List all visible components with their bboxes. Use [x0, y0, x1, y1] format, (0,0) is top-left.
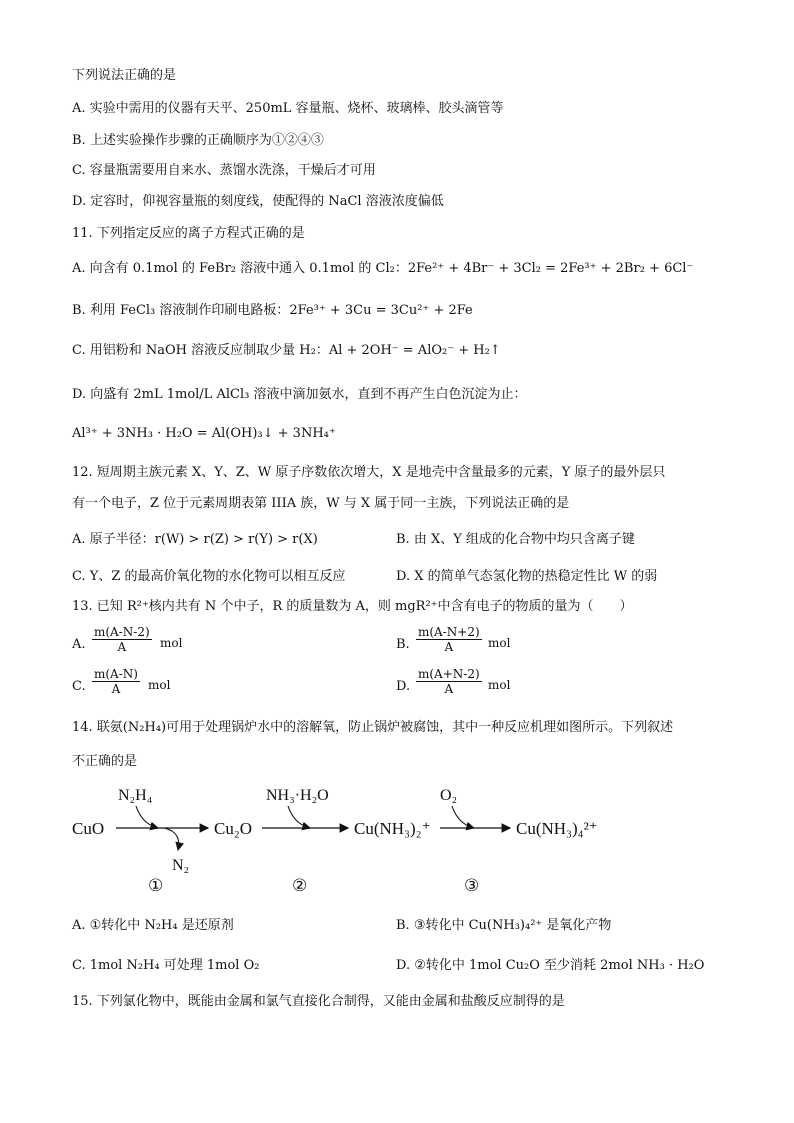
q11-option-d: D. 向盛有 2mL 1mol/L AlCl₃ 溶液中滴加氨水，直到不再产生白色沉淀为止： — [72, 387, 527, 402]
species-cu-nh3-4: Cu(NH₃)₄²⁺ — [516, 819, 598, 838]
species-cu-nh3-2: Cu(NH₃)₂⁺ — [354, 819, 431, 838]
q10-option-b: B. 上述实验操作步骤的正确顺序为①②④③ — [72, 133, 324, 148]
q13-c-numerator: m(A-N) — [94, 667, 138, 681]
q11-option-b: B. 利用 FeCl₃ 溶液制作印刷电路板：2Fe³⁺ + 3Cu = 3Cu²⁺ + 2Fe — [72, 303, 473, 318]
q13-b-denominator: A — [444, 640, 454, 654]
q13-d-numerator: m(A+N-2) — [418, 667, 480, 681]
q13-d-denominator: A — [444, 682, 454, 696]
q12-option-b: B. 由 X、Y 组成的化合物中均只含离子键 — [396, 532, 635, 547]
q13-b-numerator: m(A-N+2) — [418, 625, 480, 639]
reactant-nh3-h2o: NH₃·H₂O — [266, 787, 329, 804]
species-cuo: CuO — [72, 819, 105, 838]
q13-d-unit: mol — [488, 678, 511, 692]
q13-option-b-fraction — [416, 625, 482, 654]
q13-c-denominator: A — [111, 682, 121, 696]
q12-stem-line2: 有一个电子，Z 位于元素周期表第 IIIA 族，W 与 X 属于同一主族，下列说法正确的是 — [72, 496, 570, 511]
q13-a-denominator: A — [117, 640, 127, 654]
q11-option-c: C. 用铝粉和 NaOH 溶液反应制取少量 H₂：Al + 2OH⁻ = AlO₂⁻ + H₂↑ — [72, 343, 501, 358]
q14-option-d: D. ②转化中 1mol Cu₂O 至少消耗 2mol NH₃ · H₂O — [396, 958, 705, 973]
q13-a-unit: mol — [160, 636, 183, 650]
q13-b-unit: mol — [488, 636, 511, 650]
q13-option-c-label: C. — [72, 679, 86, 694]
q12-option-c: C. Y、Z 的最高价氧化物的水化物可以相互反应 — [72, 569, 346, 584]
q11-option-d-equation: Al³⁺ + 3NH₃ · H₂O = Al(OH)₃↓ + 3NH₄⁺ — [72, 426, 336, 441]
curve-out-1 — [164, 828, 179, 850]
q13-option-a-label: A. — [72, 637, 86, 652]
q14-option-b: B. ③转化中 Cu(NH₃)₄²⁺ 是氧化产物 — [396, 918, 612, 933]
q14-option-c: C. 1mol N₂H₄ 可处理 1mol O₂ — [72, 958, 260, 973]
q10-option-d: D. 定容时，仰视容量瓶的刻度线，使配得的 NaCl 溶液浓度偏低 — [72, 194, 444, 209]
q13-option-d-label: D. — [396, 679, 411, 694]
step-label-3: ③ — [464, 876, 480, 895]
curve-in-1 — [136, 806, 158, 828]
q13-option-c-fraction — [92, 667, 140, 696]
step-label-1: ① — [148, 876, 164, 895]
curve-in-3 — [452, 806, 474, 828]
reactant-o2: O₂ — [440, 787, 458, 804]
q13-option-d-fraction — [416, 667, 482, 696]
curve-in-2 — [288, 806, 310, 828]
q12-option-d: D. X 的简单气态氢化物的热稳定性比 W 的弱 — [396, 569, 658, 584]
reaction-mechanism-diagram — [60, 778, 740, 898]
q13-stem: 13. 已知 R²⁺核内共有 N 个中子，R 的质量数为 A，则 mgR²⁺中含有电子的物质的量为（ ） — [72, 599, 633, 614]
question-intro: 下列说法正确的是 — [72, 68, 177, 83]
q11-option-a: A. 向含有 0.1mol 的 FeBr₂ 溶液中通入 0.1mol 的 Cl₂：2Fe²⁺ + 4Br⁻ + 3Cl₂ = 2Fe³⁺ + 2Br₂ + 6Cl⁻ — [72, 261, 694, 276]
product-n2: N₂ — [172, 857, 190, 874]
q14-stem-line1: 14. 联氨(N₂H₄)可用于处理锅炉水中的溶解氧，防止锅炉被腐蚀，其中一种反应机理如图所示。下列叙述 — [72, 720, 674, 735]
reactant-n2h4: N₂H₄ — [118, 787, 153, 804]
q13-a-numerator: m(A-N-2) — [94, 625, 150, 639]
q14-option-a: A. ①转化中 N₂H₄ 是还原剂 — [72, 918, 234, 933]
q13-c-unit: mol — [148, 678, 171, 692]
q15-stem: 15. 下列氯化物中，既能由金属和氯气直接化合制得，又能由金属和盐酸反应制得的是 — [72, 994, 565, 1009]
q10-option-c: C. 容量瓶需要用自来水、蒸馏水洗涤，干燥后才可用 — [72, 163, 376, 178]
q12-stem-line1: 12. 短周期主族元素 X、Y、Z、W 原子序数依次增大，X 是地壳中含量最多的元素，Y 原子的最外层只 — [72, 465, 666, 480]
q10-option-a: A. 实验中需用的仪器有天平、250mL 容量瓶、烧杯、玻璃棒、胶头滴管等 — [72, 101, 504, 116]
species-cu2o: Cu₂O — [214, 819, 253, 838]
q13-option-b-label: B. — [396, 637, 410, 652]
q13-option-a-fraction — [92, 625, 152, 654]
q11-stem: 11. 下列指定反应的离子方程式正确的是 — [72, 226, 305, 241]
q12-option-a: A. 原子半径：r(W) > r(Z) > r(Y) > r(X) — [72, 532, 318, 547]
step-label-2: ② — [292, 876, 308, 895]
q14-stem-line2: 不正确的是 — [72, 754, 138, 769]
